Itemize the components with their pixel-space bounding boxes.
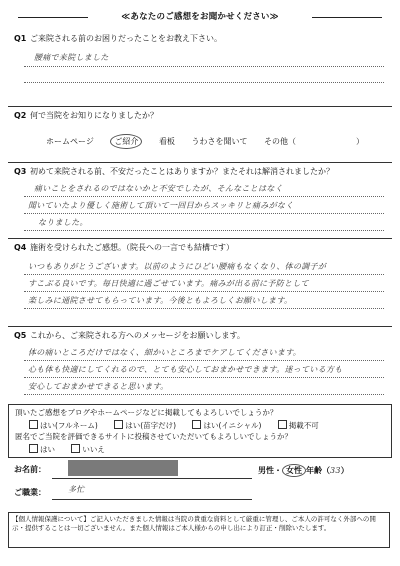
privacy-notice: 【個人情報保護について】ご記入いただきました情報は当院の貴重な資料として厳重に管理し、ご本人の許可なく外部への開示・提供することは一切ございません。また個人情報はご本人様からの申し出により訂正・削除いたします。 [8,512,390,548]
q3-text: 初めて来院される前、不安だったことはありますか？またそれは解消されましたか？ [30,167,334,176]
q5-rule-1 [24,360,384,361]
job-label: ご職業： [14,488,46,497]
publish-option-initials[interactable]: はい(イニシャル) [192,420,261,431]
checkbox-icon [29,420,38,429]
q4-rule-2 [24,291,384,292]
q2-number: Q2 [14,111,27,120]
publish-option-surname[interactable]: はい(苗字だけ) [114,420,176,431]
q2-question [14,111,158,121]
gender-age-field [258,465,349,477]
checkbox-icon [29,444,38,453]
q2-option-homepage: ホームページ [46,137,94,146]
anon-option-no[interactable]: いいえ [71,444,105,455]
q3-answer-line-1: 痛いことをされるのではないかと不安でしたが、そんなことはなく [34,184,283,193]
q2-option-signboard: 看板 [158,137,175,146]
q1-number: Q1 [14,34,27,43]
q3-number: Q3 [14,167,27,176]
q4-answer-line-3: 楽しみに通院させてもらっています。今後ともよろしくお願いします。 [28,296,293,305]
q3-rule-2 [24,213,384,214]
name-underline [52,478,252,479]
q5-answer-line-2: 心も体も快適にしてくれるので、とても安心しておまかせできます。迷っている方も [28,365,343,374]
q1-rule-2 [24,82,384,83]
publish-option-decline[interactable]: 掲載不可 [278,420,319,431]
consent-publish-options [29,420,333,431]
q3-answer-line-2: 聞いていたより優しく施術して頂いて一回目からスッキリと痛みがなく [28,201,294,210]
q1-separator [8,106,392,107]
q2-option-rumor: うわさを聞いて [191,137,248,146]
q1-question [14,34,222,44]
q5-number: Q5 [14,331,27,340]
consent-box [8,404,392,458]
q2-option-referral: ご紹介 [110,134,142,149]
q1-answer: 腰痛で来院しました [34,53,109,62]
age-close: ） [340,466,349,475]
q5-answer-line-3: 安心しておまかせできると思います。 [28,382,169,391]
gender-female-selected: 女性 [282,464,306,477]
q3-answer-line-3: なりました。 [38,218,88,227]
q2-options [46,134,378,149]
q4-rule-3 [24,308,384,309]
q5-rule-2 [24,377,384,378]
q2-separator [8,162,392,163]
q4-question [14,243,234,253]
age-label: 年齢（ [306,466,330,475]
q2-option-other-close: ） [356,137,365,146]
checkbox-icon [278,420,287,429]
anon-option-yes[interactable]: はい [29,444,55,455]
q5-rule-3 [24,394,384,395]
q5-text: これから、ご来院される方へのメッセージをお願いします。 [30,331,245,340]
q4-answer-line-2: すこぶる良いです。毎日快適に過ごせています。痛みが出る前に予防として [28,279,309,288]
redacted-name [68,460,178,476]
name-label: お名前： [14,465,46,474]
gender-separator: ・ [274,466,282,475]
q3-rule-1 [24,196,384,197]
consent-anonymous-options [29,444,119,455]
q4-separator [8,326,392,327]
checkbox-icon [192,420,201,429]
checkbox-icon [114,420,123,429]
consent-publish-question: 頂いたご感想をブログやホームページなどに掲載してもよろしいでしょうか？ [15,408,278,417]
consent-anonymous-question: 匿名でご当院を評価できるサイトに投稿させていただいてもよろしいでしょうか？ [15,432,292,441]
checkbox-icon [71,444,80,453]
gender-male: 男性 [258,466,274,475]
q4-answer-line-1: いつもありがとうございます。以前のようにひどい腰痛もなくなり、体の調子が [28,262,327,271]
survey-sheet [8,10,392,558]
q4-rule-1 [24,274,384,275]
job-underline [52,499,252,500]
q5-answer-line-1: 体の痛いところだけではなく、細かいところまでケアしてくださいます。 [28,348,302,357]
q5-question [14,331,245,341]
q2-text: 何で当院をお知りになりましたか？ [30,111,158,120]
q4-number: Q4 [14,243,27,252]
q3-separator [8,238,392,239]
q3-question [14,167,334,177]
q4-text: 施術を受けられたご感想。（院長への一言でも結構です） [30,243,234,252]
publish-option-fullname[interactable]: はい(フルネーム) [29,420,98,431]
sheet-title: ≪あなたのご感想をお聞かせください≫ [8,10,392,24]
job-value: 多忙 [68,485,85,494]
q1-rule-1 [24,66,384,67]
q3-rule-3 [24,230,384,231]
age-value: 33 [330,466,341,475]
q2-option-other: その他（ [264,137,297,146]
q1-text: ご来院される前のお困りだったことをお教え下さい。 [30,34,222,43]
